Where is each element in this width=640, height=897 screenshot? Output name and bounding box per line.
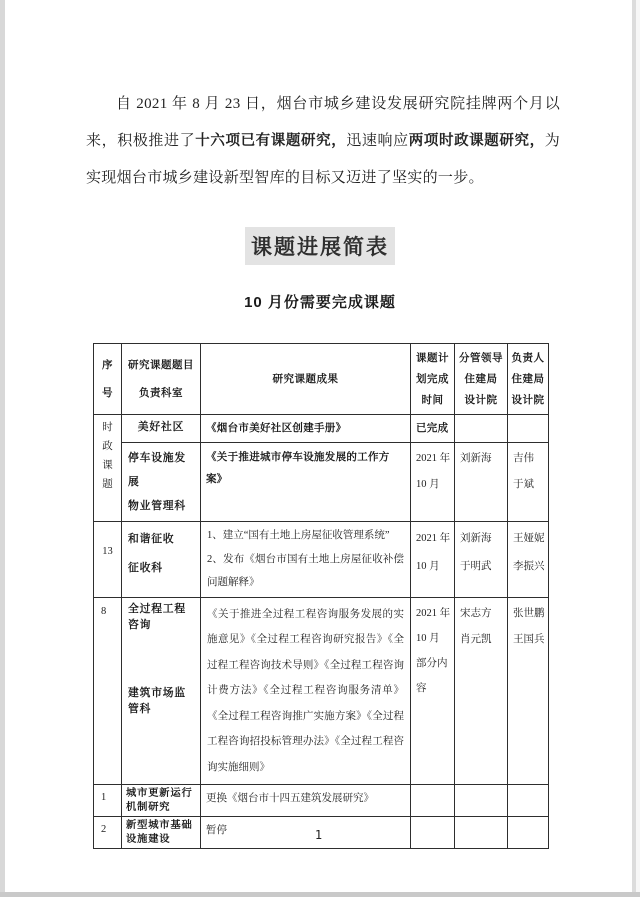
cell-result: 更换《烟台市十四五建筑发展研究》 [201, 785, 411, 817]
cell-owner: 张世鹏 王国兵 [508, 597, 549, 785]
progress-table [93, 343, 549, 849]
table-row [94, 443, 549, 522]
scan-edge-left [0, 0, 5, 897]
header-cell-serial: 序 号 [94, 344, 122, 415]
cell-result: 《关于推进全过程工程咨询服务发展的实施意见》《全过程工程咨询研究报告》《全过程工程咨询技术导则》《全过程工程咨询计费方法》《全过程工程咨询服务清单》《全过程工程咨询推广实施方案》《全过程工程咨询招投标管理办法》《全过程工程咨询实施细则》 [201, 597, 411, 785]
cell-time: 2021 年 10 月 部分内容 [411, 597, 455, 785]
header-cell-time: 课题计 划完成 时间 [411, 344, 455, 415]
cell-serial: 13 [94, 522, 122, 598]
cell-leader [455, 785, 508, 817]
cell-leader: 刘新海 [455, 443, 508, 522]
cell-leader: 宋志方 肖元凯 [455, 597, 508, 785]
cell-topic: 全过程工程咨询 建筑市场监管科 [122, 597, 201, 785]
intro-paragraph [86, 86, 560, 197]
cell-result: 暂停 [201, 817, 411, 849]
cell-serial: 2 [94, 817, 122, 849]
header-cell-leader: 分管领导 住建局 设计院 [455, 344, 508, 415]
header-cell-topic: 研究课题题目 负责科室 [122, 344, 201, 415]
cell-serial-group: 时 政 课 题 [94, 415, 122, 522]
cell-time [411, 785, 455, 817]
page-title: 课题进展简表 [245, 227, 395, 265]
section-subtitle: 10 月份需要完成课题 [244, 294, 396, 311]
cell-time: 已完成 [411, 415, 455, 443]
cell-topic: 和谐征收 征收科 [122, 522, 201, 598]
intro-seg-5: 为实现烟台市城乡建设新型智库的目标又迈进了坚实的一步。 [86, 133, 561, 186]
intro-seg-2-bold: 十六项已有课题研究， [195, 133, 347, 149]
cell-leader [455, 415, 508, 443]
intro-seg-3: 迅速响应 [346, 133, 409, 149]
cell-result: 《烟台市美好社区创建手册》 [201, 415, 411, 443]
cell-result: 《关于推进城市停车设施发展的工作方案》 [201, 443, 411, 522]
table-row [94, 415, 549, 443]
header-cell-owner: 负责人 住建局 设计院 [508, 344, 549, 415]
scan-edge-right-outer [636, 0, 640, 897]
intro-seg-4-bold: 两项时政课题研究， [408, 133, 545, 149]
cell-result: 1、建立“国有土地上房屋征收管理系统” 2、发布《烟台市国有土地上房屋征收补偿问题解释》 [201, 522, 411, 598]
page-number: 1 [314, 828, 323, 842]
cell-serial: 1 [94, 785, 122, 817]
scan-edge-bottom [0, 892, 640, 897]
cell-topic: 停车设施发展 物业管理科 [122, 443, 201, 522]
cell-leader: 刘新海 于明武 [455, 522, 508, 598]
cell-time: 2021 年 10 月 [411, 522, 455, 598]
table-row [94, 785, 549, 817]
cell-topic: 新型城市基础设施建设 [122, 817, 201, 849]
cell-time: 2021 年 10 月 [411, 443, 455, 522]
cell-owner [508, 785, 549, 817]
cell-topic: 城市更新运行机制研究 [122, 785, 201, 817]
title-row [0, 227, 640, 265]
cell-serial: 8 [94, 597, 122, 785]
intro-seg-1: 自 2021 年 8 月 23 日，烟台市城乡建设发展研究院挂牌两个月以来，积极推进了 [86, 96, 560, 149]
table-row [94, 597, 549, 785]
cell-topic: 美好社区 [122, 415, 201, 443]
cell-owner: 王娅妮 李振兴 [508, 522, 549, 598]
header-cell-result: 研究课题成果 [201, 344, 411, 415]
cell-owner: 吉伟 于斌 [508, 443, 549, 522]
cell-owner [508, 415, 549, 443]
table-header-row [94, 344, 549, 415]
table-row [94, 522, 549, 598]
